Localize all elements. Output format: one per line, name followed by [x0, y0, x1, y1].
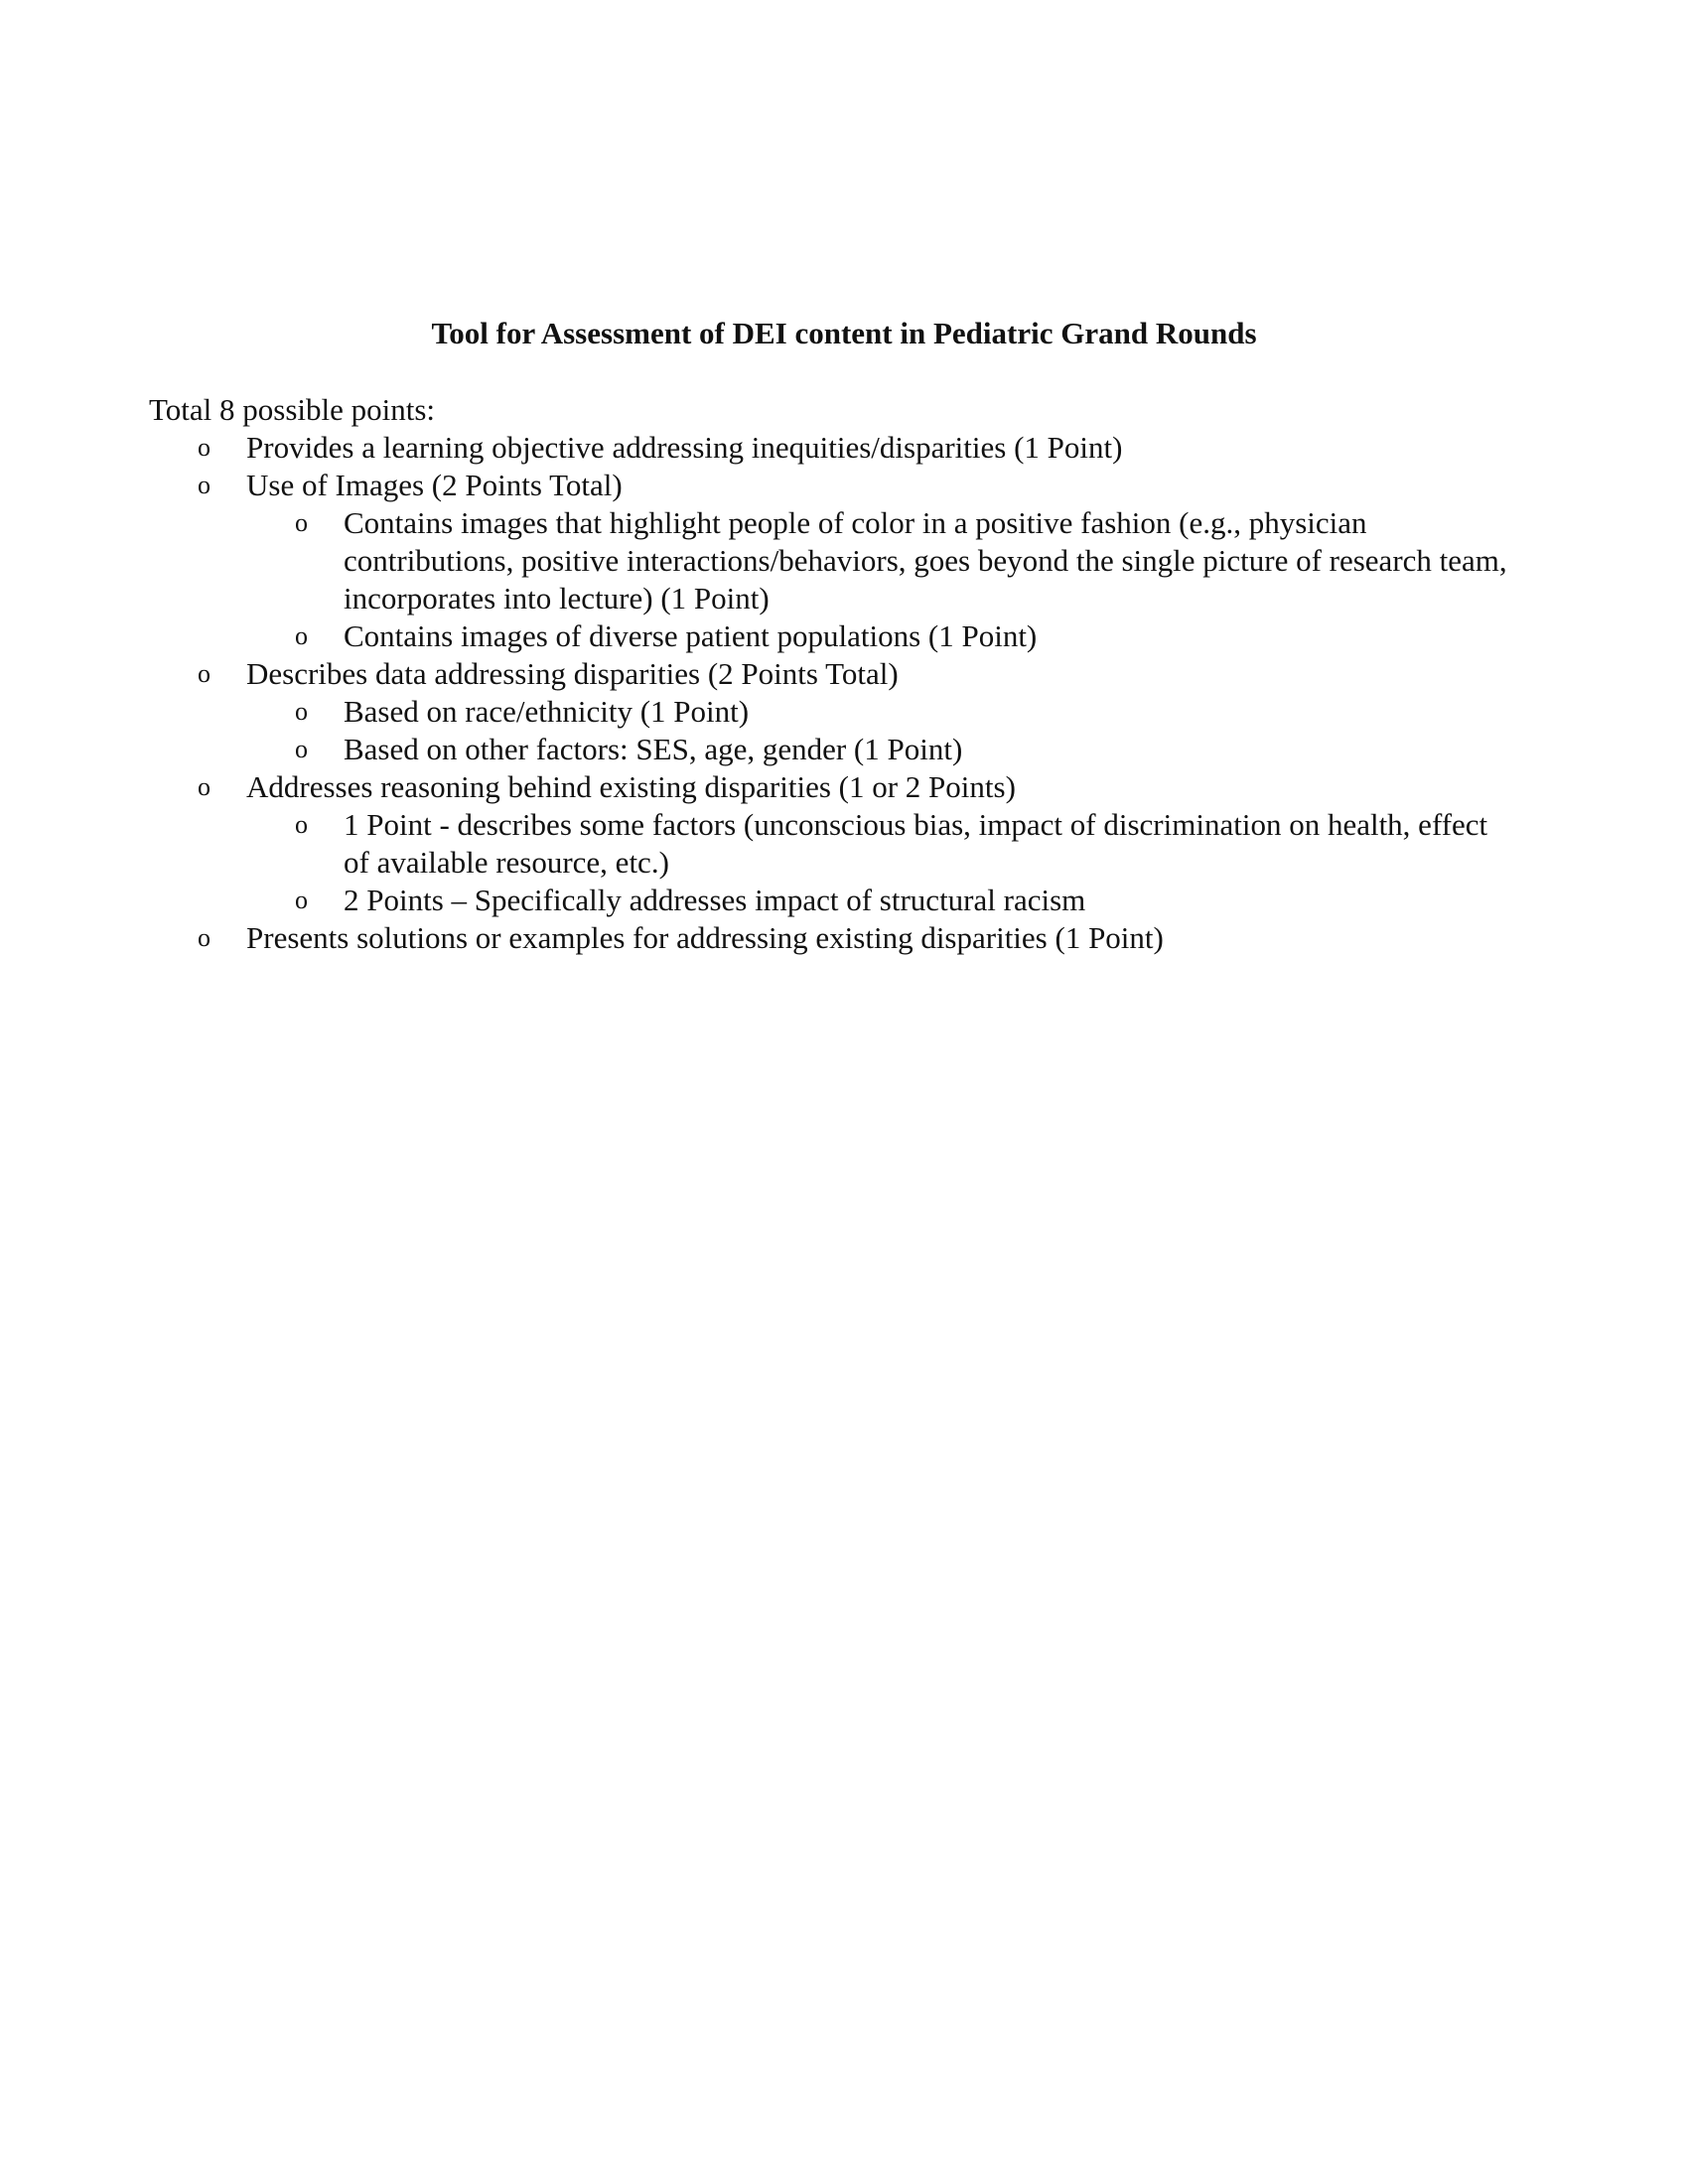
bullet-icon: o: [295, 621, 308, 650]
bullet-icon: o: [198, 923, 211, 952]
document-title: Tool for Assessment of DEI content in Pediatric Grand Rounds: [431, 316, 1257, 350]
criterion-item: [149, 467, 1519, 655]
sub-criterion-item: [246, 693, 1519, 731]
sub-criterion-text: 2 Points – Specifically addresses impact of structural racism: [344, 883, 1086, 917]
sub-criterion-item: [246, 882, 1519, 919]
criterion-item: [149, 919, 1519, 957]
sub-criterion-item: [246, 617, 1519, 655]
criteria-section: [149, 391, 1519, 957]
sub-criterion-item: [246, 806, 1519, 882]
bullet-icon: o: [295, 810, 308, 839]
sub-criterion-text: 1 Point - describes some factors (unconscious bias, impact of discrimination on health, effect of available resource, etc.): [344, 807, 1488, 880]
sub-criterion-text: Based on other factors: SES, age, gender (1 Point): [344, 732, 963, 766]
bullet-icon: o: [198, 772, 211, 801]
criterion-text: Use of Images (2 Points Total): [246, 468, 623, 502]
sub-criteria-list: [246, 806, 1519, 919]
sub-criterion-text: Based on race/ethnicity (1 Point): [344, 694, 750, 729]
bullet-icon: o: [295, 886, 308, 914]
sub-criterion-text: Contains images of diverse patient populations (1 Point): [344, 618, 1038, 653]
total-points-intro: Total 8 possible points:: [149, 392, 436, 427]
sub-criterion-item: [246, 731, 1519, 768]
bullet-icon: o: [295, 508, 308, 537]
criteria-list: [149, 429, 1519, 957]
criterion-text: Presents solutions or examples for addressing existing disparities (1 Point): [246, 920, 1164, 955]
sub-criterion-item: [246, 504, 1519, 617]
sub-criteria-list: [246, 693, 1519, 768]
criterion-text: Addresses reasoning behind existing disparities (1 or 2 Points): [246, 769, 1016, 804]
sub-criterion-text: Contains images that highlight people of color in a positive fashion (e.g., physician contributions, positive interactions/behaviors, goes beyond the single picture of research team, incorporates into lecture) (1 Point): [344, 505, 1507, 615]
criterion-item: [149, 655, 1519, 768]
criterion-item: [149, 429, 1519, 467]
criterion-item: [149, 768, 1519, 919]
criterion-text: Provides a learning objective addressing inequities/disparities (1 Point): [246, 430, 1123, 465]
bullet-icon: o: [295, 697, 308, 726]
bullet-icon: o: [198, 471, 211, 499]
sub-criteria-list: [246, 504, 1519, 655]
criterion-text: Describes data addressing disparities (2 Points Total): [246, 656, 899, 691]
bullet-icon: o: [198, 659, 211, 688]
bullet-icon: o: [295, 735, 308, 763]
bullet-icon: o: [198, 433, 211, 462]
